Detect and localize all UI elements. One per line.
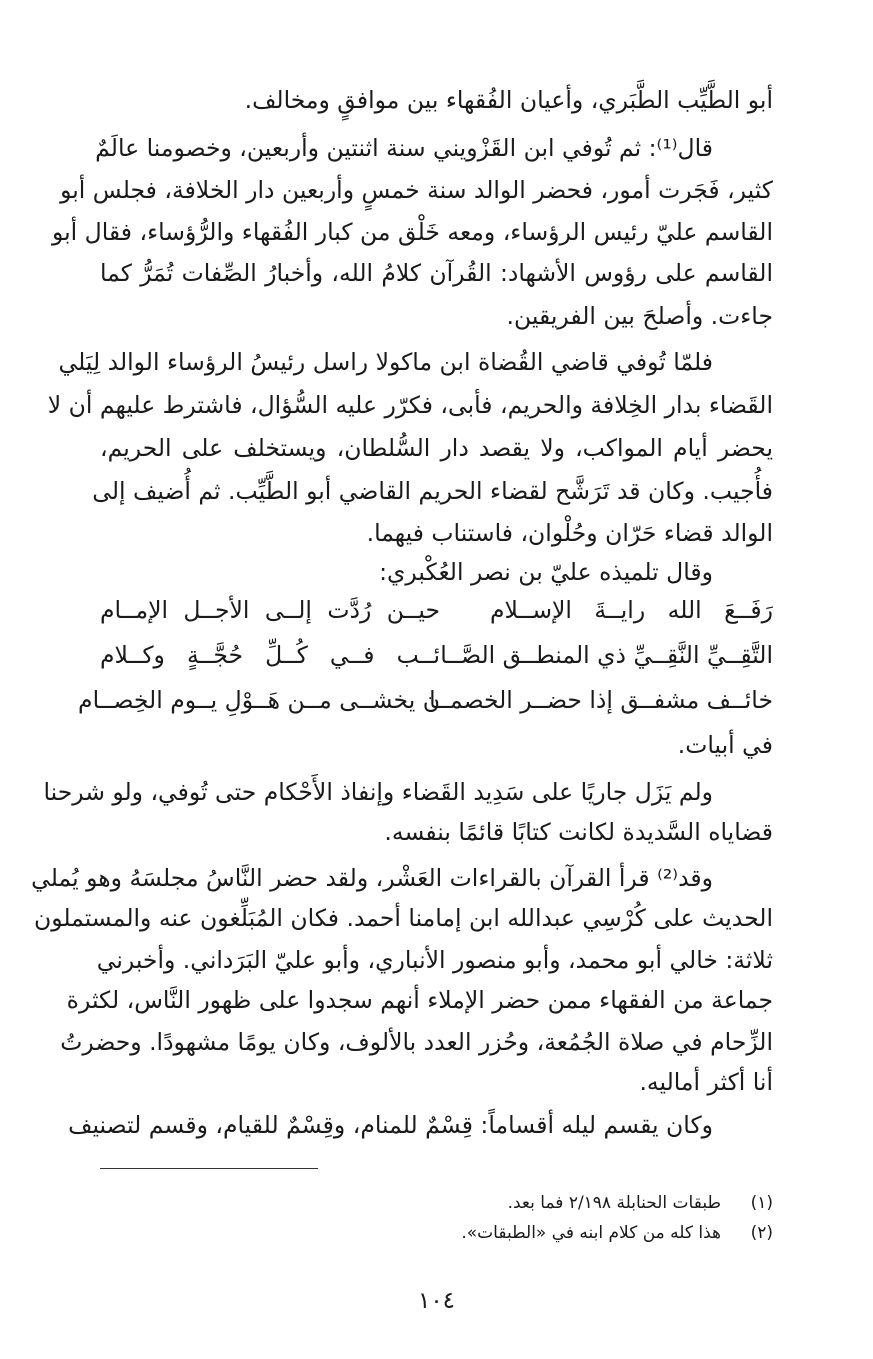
- footnote: [100, 1190, 773, 1216]
- poem-verse: [78, 680, 773, 720]
- text-line: القَضاء بدار الخِلافة والحريم، فأبى، فكرّر عليه السُّؤال، فاشترط عليهم أن لا: [47, 391, 773, 419]
- verse-first-hemistich: التَّقِــيِّ النَّقِــيِّ ذي المنطــق الصَّــا: [440, 641, 773, 669]
- verse-first-hemistich: رَفَــعَ الله رايــةَ الإســلام: [490, 596, 773, 624]
- verse-second-hemistich: حيــن رُدَّت إلــى الأجــل الإمــام: [100, 596, 440, 624]
- text-line: الزِّحام في صلاة الجُمُعة، وحُزر العدد بالألوف، وكان يومًا مشهودًا. وحضرتُ: [60, 1028, 773, 1056]
- page-number: ١٠٤: [417, 1288, 456, 1314]
- footnote-text: هذا كله من كلام ابنه في «الطبقات».: [461, 1223, 721, 1243]
- text-line: في أبيات.: [677, 731, 773, 759]
- footnote: [100, 1220, 773, 1246]
- text-line: يحضر أيام المواكب، ولا يقصد دار السُّلطان، ويستخلف على الحريم،: [100, 434, 773, 462]
- footnote-text: طبقات الحنابلة ٢/١٩٨ فما بعد.: [507, 1193, 721, 1213]
- poem-verse: [100, 590, 773, 630]
- text-line: قال⁽¹⁾: ثم تُوفي ابن القَزْويني سنة اثنتين وأربعين، وخصومنا عالَمٌ: [95, 134, 713, 162]
- verse-second-hemistich: ئــب فــي كُــلِّ حُجَّــةٍ وكــلام: [100, 641, 440, 669]
- verse-second-hemistich: ن يخشــى مــن هَــوْلِ يــوم الخِصــام: [78, 686, 440, 714]
- text-line: القاسم على رؤوس الأشهاد: القُرآن كلامُ الله، وأخبارُ الصِّفات تُمَرُّ كما: [100, 259, 773, 287]
- text-line: ثلاثة: خالي أبو محمد، وأبو منصور الأنباري، وأبو عليّ البَرَداني. وأخبرني: [96, 946, 773, 974]
- text-line: أنا أكثر أماليه.: [639, 1068, 773, 1096]
- text-line: وكان يقسم ليله أقساماً: قِسْمٌ للمنام، وقِسْمٌ للقيام، وقسم لتصنيف: [68, 1111, 713, 1139]
- text-line: وقد⁽²⁾ قرأ القرآن بالقراءات العَشْر، ولقد حضر النَّاسُ مجلسَهُ وهو يُملي: [31, 864, 713, 892]
- poem-verse: [100, 635, 773, 675]
- footnote-separator: [100, 1168, 318, 1169]
- text-line: ولم يَزَل جاريًا على سَدِيد القَضاء وإنفاذ الأَحْكام حتى تُوفي، ولو شرحنا: [43, 778, 713, 806]
- footnote-number: (٢): [750, 1223, 773, 1243]
- text-line: كثير، فَجَرت أمور، فحضر الوالد سنة خمسٍ وأربعين دار الخلافة، فجلس أبو: [60, 176, 773, 204]
- text-line: وقال تلميذه عليّ بن نصر العُكْبري:: [379, 558, 713, 586]
- footnote-number: (١): [750, 1193, 773, 1213]
- text-line: جاءت. وأصلحَ بين الفريقين.: [506, 302, 773, 330]
- text-line: قضاياه السَّديدة لكانت كتابًا قائمًا بنفسه.: [384, 818, 773, 846]
- text-line: القاسم عليّ رئيس الرؤساء، ومعه خَلْق من كبار الفُقهاء والرُّؤساء، فقال أبو: [51, 218, 773, 246]
- text-line: فلمّا تُوفي قاضي القُضاة ابن ماكولا راسل رئيسُ الرؤساء الوالد لِيَلي: [58, 348, 713, 376]
- text-line: فأُجيب. وكان قد تَرَشَّح لقضاء الحريم القاضي أبو الطَّيِّب. ثم أُضيف إلى: [92, 477, 773, 505]
- text-line: الوالد قضاء حَرّان وحُلْوان، فاستناب فيهما.: [366, 519, 773, 547]
- text-line: الحديث على كُرْسِي عبدالله ابن إمامنا أحمد. فكان المُبَلِّغون عنه والمستملون: [33, 904, 773, 932]
- text-line: جماعة من الفقهاء ممن حضر الإملاء أنهم سجدوا على ظهور النَّاس، لكثرة: [66, 986, 773, 1014]
- verse-first-hemistich: خائــف مشفــق إذا حضــر الخصمــا: [429, 686, 773, 714]
- text-line: أبو الطَّيِّب الطَّبَري، وأعيان الفُقهاء بين موافقٍ ومخالف.: [244, 86, 773, 114]
